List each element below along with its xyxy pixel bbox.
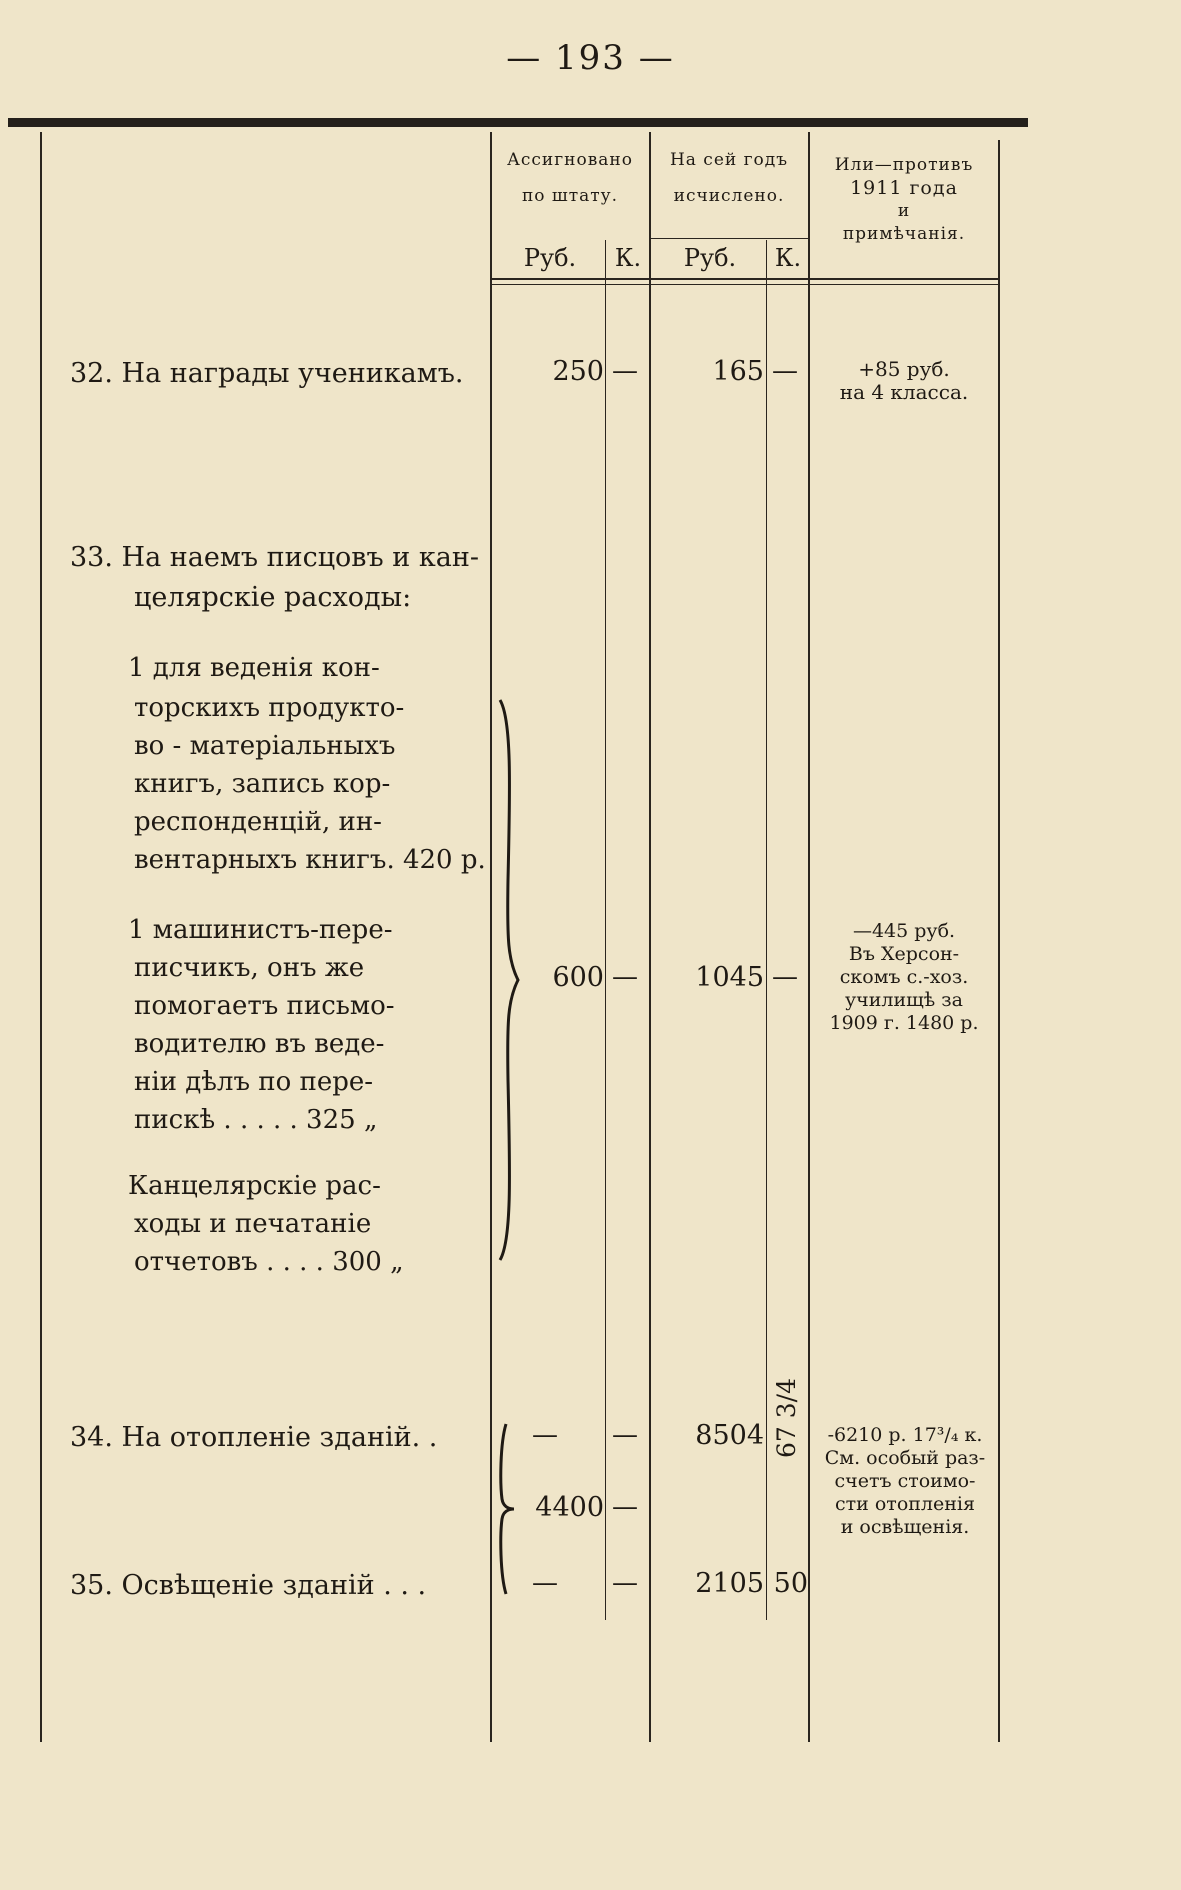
row-33-sub3-line: Канцелярскіе рас- [128, 1171, 381, 1201]
row-32-calc-rub: 165 [712, 356, 764, 387]
col-divider-rub-kop-1 [605, 240, 606, 1620]
row-34-assigned-rub: — [532, 1420, 558, 1450]
row-34-label: 34. На отопленіе зданій. . [70, 1422, 438, 1453]
header-notes-line2: 1911 года [850, 177, 958, 199]
row-35-calc-rub: 2105 [695, 1568, 764, 1599]
row-35-label: 35. Освѣщеніе зданій . . . [70, 1570, 427, 1601]
row-33-assigned-rub: 600 [552, 962, 604, 993]
row-33-sub2-line: помогаетъ письмо- [134, 991, 395, 1021]
row-32-assigned-rub: 250 [552, 356, 604, 387]
header-calculated [651, 146, 807, 210]
row-35-assigned-rub: — [532, 1568, 558, 1598]
row-34-note-line: и освѣщенія. [840, 1516, 970, 1538]
row-34-note-line: сти отопленія [835, 1493, 975, 1515]
left-border [40, 132, 42, 1742]
row-35-calc-kop: 50 [773, 1568, 808, 1599]
row-33-sub1-line: книгъ, запись кор- [134, 769, 391, 799]
row-33-sub2-line: писчикъ, онъ же [134, 953, 365, 983]
col-divider-assigned [649, 132, 651, 1742]
header-notes [810, 154, 998, 246]
row-33-sub2-line: 1 машинистъ-пере- [128, 915, 393, 945]
row-33-note-line: 1909 г. 1480 р. [829, 1012, 979, 1034]
row-32-note-line1: +85 руб. [858, 357, 950, 381]
header-rub-2: Руб. [683, 244, 737, 272]
row-33-sub1-line: торскихъ продукто- [134, 693, 405, 723]
row-33-sub3-line: отчетовъ . . . . 300 „ [134, 1247, 404, 1277]
row-33-sub1-line: 1 для веденія кон- [128, 653, 380, 683]
rows-34-35-assigned-kop: — [612, 1492, 638, 1522]
row-34-calc-kop: 67 3/4 [772, 1378, 801, 1458]
header-notes-line1: Или—противъ [834, 155, 974, 175]
row-33-calc-kop: — [772, 962, 798, 992]
row-33-sub2-line: пискѣ . . . . . 325 „ [134, 1105, 378, 1135]
row-33-label-line2: целярскіе расходы: [134, 582, 412, 613]
row-33-brace [498, 700, 522, 1260]
row-32-note-line2: на 4 класса. [839, 380, 969, 404]
top-rule [8, 118, 1028, 127]
row-33-sub1-line: вентарныхъ книгъ. 420 р. [134, 845, 486, 875]
header-notes-line3: и [897, 201, 911, 221]
row-33-label-line1: 33. На наемъ писцовъ и кан- [70, 542, 479, 573]
row-34-note-line: счетъ стоимо- [834, 1470, 976, 1492]
row-33-note [810, 920, 998, 1035]
header-rule-calc [649, 238, 808, 239]
header-calc-line1: На сей годъ [669, 150, 789, 170]
row-34-note [808, 1424, 1002, 1539]
header-calc-line2: исчислено. [673, 186, 785, 206]
rows-34-35-assigned-rub: 4400 [535, 1492, 604, 1523]
row-32-note [810, 358, 998, 404]
row-34-calc-rub: 8504 [695, 1420, 764, 1451]
row-33-note-line: Въ Херсон- [848, 943, 960, 965]
header-kop-2: К. [774, 244, 802, 272]
row-32-assigned-kop: — [612, 356, 638, 386]
row-33-note-line: —445 руб. [852, 920, 956, 942]
row-33-sub1-line: во - матеріальныхъ [134, 731, 396, 761]
header-bottom-rule-1 [490, 278, 998, 280]
row-33-note-line: скомъ с.-хоз. [839, 966, 969, 988]
row-33-sub2-line: ніи дѣлъ по пере- [134, 1067, 374, 1097]
row-34-assigned-kop: — [612, 1420, 638, 1450]
header-rub-1: Руб. [523, 244, 577, 272]
header-notes-line4: примѣчанія. [842, 224, 966, 244]
header-bottom-rule-2 [490, 284, 998, 285]
row-34-note-line: -6210 р. 17³/₄ к. [827, 1424, 983, 1446]
row-33-calc-rub: 1045 [695, 962, 764, 993]
row-33-sub3-line: ходы и печатаніе [134, 1209, 372, 1239]
row-34-note-line: См. особый раз- [824, 1447, 986, 1469]
col-divider-rub-kop-2 [766, 240, 767, 1620]
row-33-note-line: училищѣ за [845, 989, 963, 1011]
header-assigned-line1: Ассигновано [507, 150, 633, 170]
row-33-sub1-line: респонденцій, ин- [134, 807, 382, 837]
row-32-calc-kop: — [772, 356, 798, 386]
header-assigned-line2: по штату. [521, 186, 619, 206]
row-33-sub2-line: водителю въ веде- [134, 1029, 385, 1059]
header-assigned [492, 146, 648, 210]
header-kop-1: К. [614, 244, 642, 272]
page-number: — 193 — [506, 38, 675, 78]
row-32-label: 32. На награды ученикамъ. [70, 358, 464, 389]
rows-34-35-brace [498, 1424, 518, 1594]
col-divider-label [490, 132, 492, 1742]
row-33-assigned-kop: — [612, 962, 638, 992]
row-35-assigned-kop: — [612, 1568, 638, 1598]
